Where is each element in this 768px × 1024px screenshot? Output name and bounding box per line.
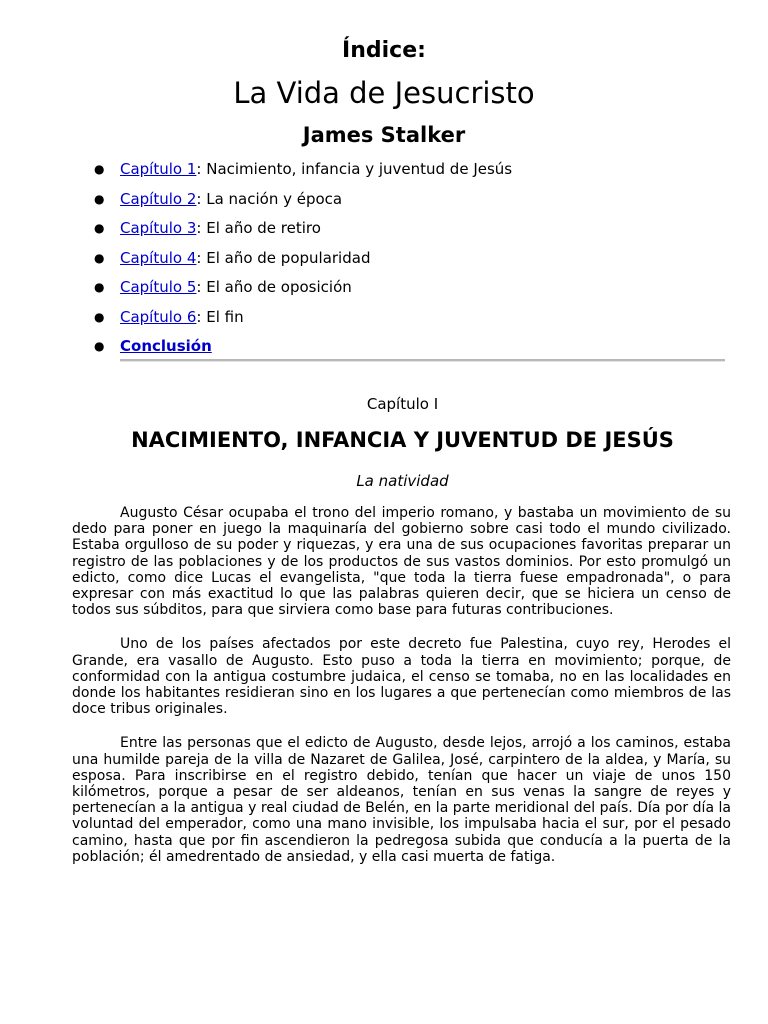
bullet-icon: ●: [94, 221, 105, 235]
bullet-icon: ●: [94, 339, 105, 353]
section-title: La natividad: [356, 472, 449, 490]
toc-link-chapter-4[interactable]: Capítulo 4: [120, 248, 197, 267]
toc-item-chapter-4: [74, 244, 714, 274]
horizontal-divider: [120, 359, 725, 362]
author-name: James Stalker: [302, 123, 466, 147]
toc-item-text: : El año de retiro: [196, 219, 321, 237]
table-of-contents: [74, 155, 714, 362]
paragraph: Augusto César ocupaba el trono del imperio romano, y bastaba un movimiento de su dedo para poner en juego la maquinaría del gobierno sobre casi todo el mundo civilizado. Estaba orgulloso de su poder y riquezas, y era una de sus ocupaciones favoritas preparar un registro de las poblaciones y de los productos de sus vastos dominios. Por esto promulgó un edicto, como dice Lucas el evangelista, "que toda la tierra fuese empadronada", o para expresar con más exactitud lo que las palabras quieren decir, que se hiciera un censo de todos sus súbditos, para que sirviera como base para futuras contribuciones.: [72, 505, 731, 619]
chapter-title: NACIMIENTO, INFANCIA Y JUVENTUD DE JESÚS: [131, 428, 674, 452]
bullet-icon: ●: [94, 250, 105, 265]
toc-item-text: : El año de popularidad: [196, 248, 371, 267]
chapter-body: [72, 505, 731, 883]
toc-item-text: : Nacimiento, infancia y juventud de Jesús: [196, 160, 513, 178]
toc-link-conclusion[interactable]: Conclusión: [120, 337, 212, 355]
bullet-icon: ●: [94, 309, 105, 324]
bullet-icon: ●: [94, 191, 105, 206]
chapter-label: Capítulo I: [366, 395, 439, 413]
toc-link-chapter-6[interactable]: Capítulo 6: [120, 307, 197, 326]
toc-item-text: : El año de oposición: [196, 278, 352, 296]
toc-item-conclusion: [74, 332, 714, 362]
bullet-icon: ●: [94, 280, 105, 294]
toc-item-text: : El fin: [196, 307, 244, 326]
toc-link-chapter-5[interactable]: Capítulo 5: [120, 278, 197, 296]
toc-link-chapter-3[interactable]: Capítulo 3: [120, 219, 197, 237]
toc-item-text: : La nación y época: [196, 189, 343, 208]
toc-item-chapter-5: [74, 273, 714, 303]
toc-item-chapter-2: [74, 185, 714, 215]
book-title: La Vida de Jesucristo: [233, 76, 535, 110]
paragraph: Entre las personas que el edicto de Augusto, desde lejos, arrojó a los caminos, estaba una humilde pareja de la villa de Nazaret de Galilea, José, carpintero de la aldea, y María, su esposa. Para inscribirse en el registro debido, tenían que hacer un viaje de unos 150 kilómetros, porque a pesar de ser aldeanos, tenían en sus venas la sangre de reyes y pertenecían a la antigua y real ciudad de Belén, en la parte meridional del país. Día por día la voluntad del emperador, como una mano invisible, los impulsaba hacia el sur, por el pesado camino, hasta que por fin ascendieron la pedregosa subida que conducía a la puerta de la población; él amedrentado de ansiedad, y ella casi muerta de fatiga.: [72, 735, 731, 865]
toc-link-chapter-1[interactable]: Capítulo 1: [120, 160, 197, 178]
paragraph: Uno de los países afectados por este decreto fue Palestina, cuyo rey, Herodes el Grande, era vasallo de Augusto. Esto puso a toda la tierra en movimiento; porque, de conformidad con la antigua costumbre judaica, el censo se tomaba, no en las localidades en donde los habitantes residieran sino en los lugares a que pertenecían como miembros de las doce tribus originales.: [72, 636, 731, 718]
toc-item-chapter-1: [74, 155, 714, 185]
toc-item-chapter-6: [74, 303, 714, 333]
index-title: Índice:: [342, 38, 426, 63]
toc-link-chapter-2[interactable]: Capítulo 2: [120, 189, 197, 208]
toc-item-chapter-3: [74, 214, 714, 244]
bullet-icon: ●: [94, 162, 105, 176]
